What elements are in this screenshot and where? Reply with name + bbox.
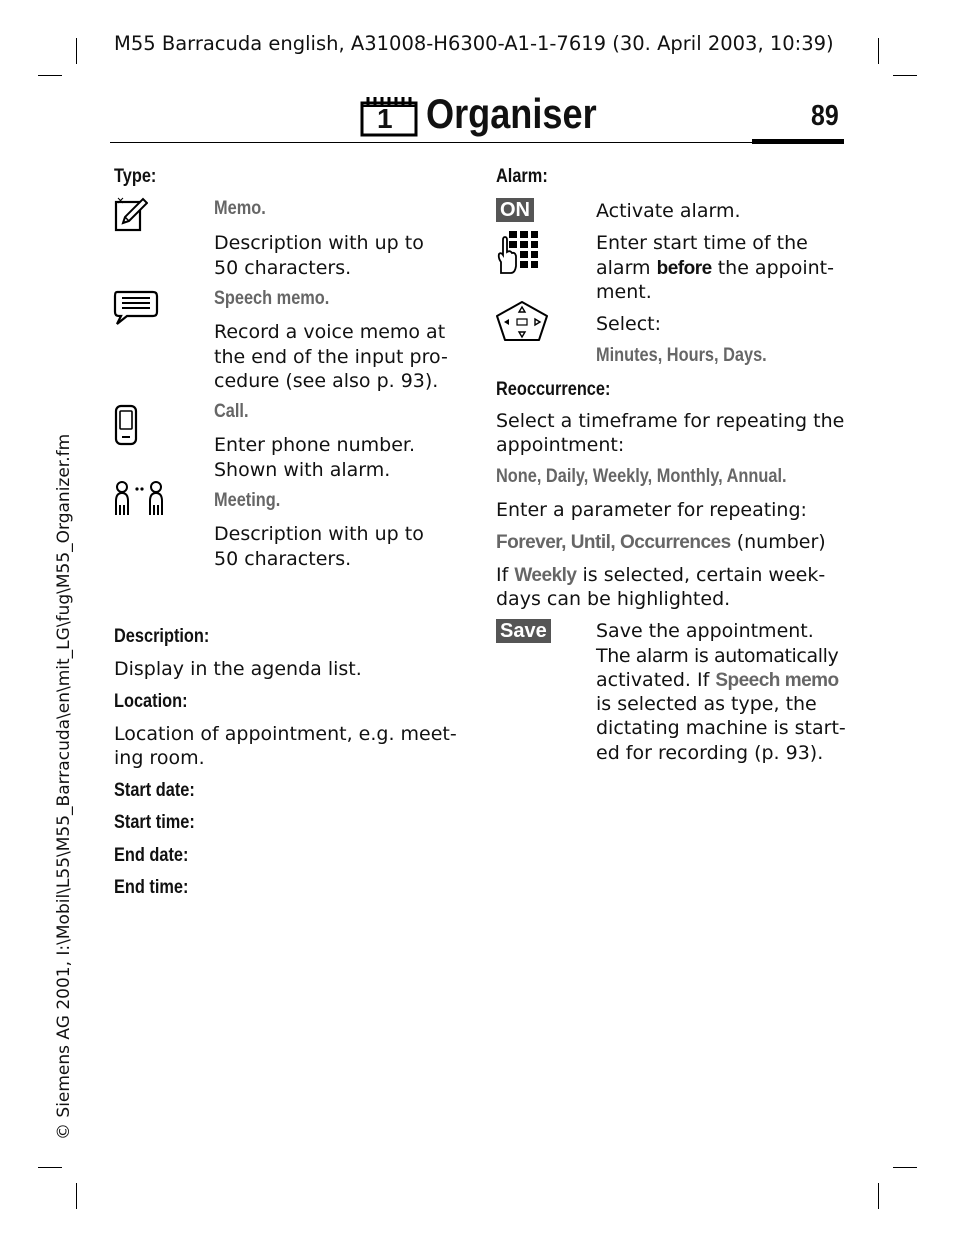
speech-bubble-icon	[113, 290, 159, 326]
pencil-icon	[114, 196, 148, 232]
weekly-text-2: days can be highlighted.	[496, 588, 731, 610]
save-key: Save	[496, 619, 551, 643]
description-text: Display in the agenda list.	[114, 658, 362, 680]
meeting-desc-1: Description with up to	[214, 523, 424, 545]
save-text-5: dictating machine is start-	[596, 717, 846, 739]
speech-desc-1: Record a voice memo at	[214, 321, 446, 343]
crop-mark	[38, 75, 62, 76]
crop-mark	[893, 75, 917, 76]
keypad-text-2	[596, 256, 834, 282]
crop-mark	[76, 1183, 77, 1209]
keypad-text-2a: alarm	[596, 257, 657, 279]
on-key: ON	[496, 198, 534, 222]
speech-desc-2: the end of the input pro-	[214, 346, 448, 368]
page-title: Organiser	[426, 90, 597, 137]
weekly-text-1a: If	[496, 564, 515, 586]
calendar-icon-number: 1	[377, 103, 393, 134]
location-text-2: ing room.	[114, 747, 205, 769]
memo-label: Memo.	[214, 198, 266, 219]
crop-mark	[893, 1167, 917, 1168]
speech-desc-3: cedure (see also p. 93).	[214, 370, 439, 392]
memo-desc-2: 50 characters.	[214, 257, 352, 279]
param-text: Enter a parameter for repeating:	[496, 499, 807, 521]
type-heading: Type:	[114, 166, 157, 187]
keypad-bold-before: before	[656, 258, 712, 279]
param-suffix: (number)	[730, 531, 826, 553]
reocc-options: None, Daily, Weekly, Monthly, Annual.	[496, 466, 787, 487]
memo-desc-1: Description with up to	[214, 232, 424, 254]
end-time-heading: End time:	[114, 877, 189, 898]
start-date-heading: Start date:	[114, 780, 195, 801]
title-rule-thick	[752, 139, 844, 144]
on-text: Activate alarm.	[596, 200, 741, 222]
nav-options: Minutes, Hours, Days.	[596, 345, 767, 366]
keypad-text-2b: the appoint-	[711, 257, 834, 279]
calendar-icon	[360, 95, 418, 137]
nav-text: Select:	[596, 313, 662, 335]
crop-mark	[878, 38, 879, 64]
weekly-word: Weekly	[514, 565, 577, 586]
keypad-icon	[495, 230, 539, 274]
save-text-1: Save the appointment.	[596, 620, 814, 642]
reoccurrence-heading: Reoccurrence:	[496, 379, 611, 400]
keypad-text-3: ment.	[596, 281, 652, 303]
crop-mark	[76, 38, 77, 64]
alarm-heading: Alarm:	[496, 166, 548, 187]
reocc-text-1: Select a timeframe for repeating the	[496, 410, 845, 432]
crop-mark	[38, 1167, 62, 1168]
call-label: Call.	[214, 401, 249, 422]
weekly-line-1	[496, 563, 825, 589]
meeting-desc-2: 50 characters.	[214, 548, 352, 570]
save-text-2: The alarm is automatically	[596, 645, 839, 667]
page-number: 89	[811, 100, 839, 132]
param-options: Forever, Until, Occurrences	[496, 532, 731, 553]
param-line	[496, 530, 826, 556]
navigation-key-icon	[495, 300, 549, 344]
end-date-heading: End date:	[114, 845, 189, 866]
side-note: © Siemens AG 2001, I:\Mobil\L55\M55_Barracuda\en\mit_LG\fug\M55_Organizer.fm	[54, 433, 74, 1140]
start-time-heading: Start time:	[114, 812, 195, 833]
save-text-4: is selected as type, the	[596, 693, 817, 715]
save-text-6: ed for recording (p. 93).	[596, 742, 824, 764]
location-heading: Location:	[114, 691, 188, 712]
save-speech-memo: Speech memo	[715, 670, 839, 691]
location-text-1: Location of appointment, e.g. meet-	[114, 723, 457, 745]
title-rule	[110, 142, 752, 143]
save-line-3	[596, 668, 839, 694]
call-desc-2: Shown with alarm.	[214, 459, 391, 481]
weekly-text-1b: is selected, certain week-	[576, 564, 826, 586]
meeting-icon	[112, 479, 168, 517]
call-desc-1: Enter phone number.	[214, 434, 415, 456]
crop-mark	[878, 1183, 879, 1209]
meeting-label: Meeting.	[214, 490, 281, 511]
phone-icon	[114, 404, 138, 446]
reocc-text-2: appointment:	[496, 434, 625, 456]
running-head: M55 Barracuda english, A31008-H6300-A1-1-7619 (30. April 2003, 10:39)	[114, 32, 834, 55]
keypad-text-1: Enter start time of the	[596, 232, 808, 254]
save-text-3a: activated. If	[596, 669, 716, 691]
description-heading: Description:	[114, 626, 210, 647]
speech-memo-label: Speech memo.	[214, 288, 330, 309]
